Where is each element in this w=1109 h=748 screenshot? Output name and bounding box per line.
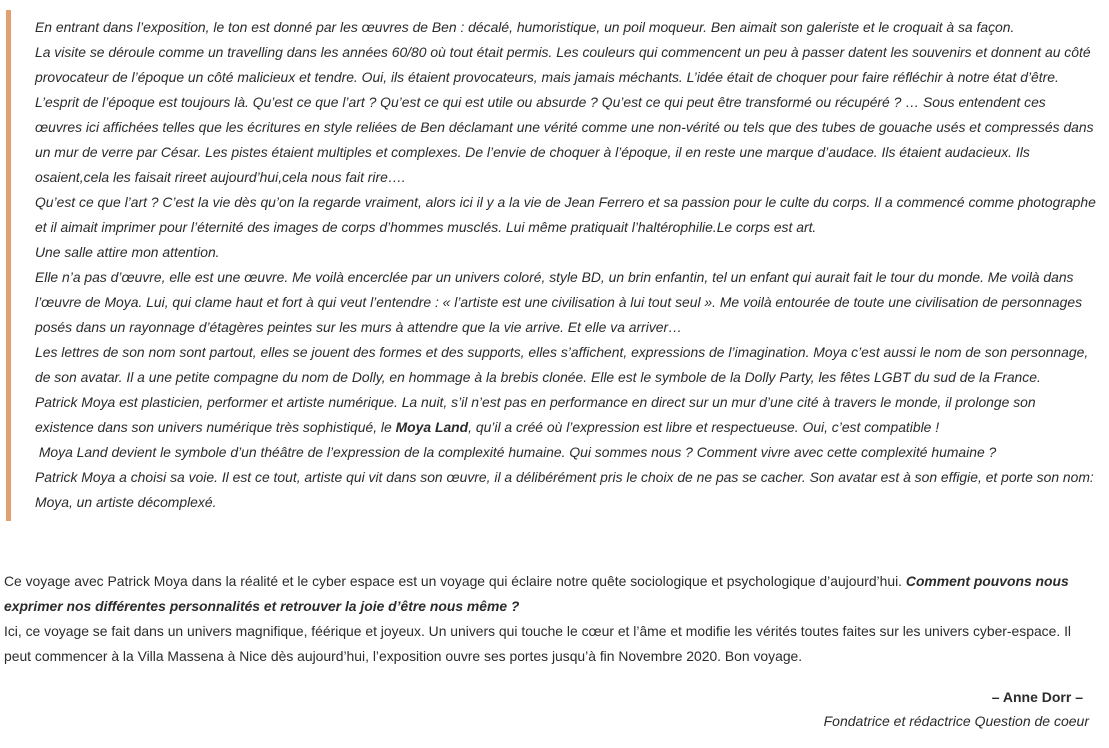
author-role: Fondatrice et rédactrice Question de coeur [823, 713, 1089, 729]
author-name: – Anne Dorr – [991, 689, 1083, 705]
quote-paragraph: Qu’est ce que l’art ? C’est la vie dès qu’on la regarde vraiment, alors ici il y a la vie de Jean Ferrero et sa passion pour le culte du corps. Il a commencé comme photographe et il aimait imprimer pour l’éternité des images de corps d’hommes musclés. Lui même pratiquait l’haltérophilie.Le corps est art. [35, 194, 1096, 235]
body-paragraph [4, 569, 1094, 619]
blockquote [6, 10, 1096, 521]
quote-paragraph: Moya Land devient le symbole d’un théâtre de l’expression de la complexité humaine. Qui sommes nous ? Comment vivre avec cette complexité humaine ? [35, 444, 997, 460]
question-emphasis: Comment pouvons nous exprimer nos différentes personnalités et retrouver la joie d’être nous même ? [4, 573, 1069, 614]
quote-paragraph: Une salle attire mon attention. [35, 244, 220, 260]
quote-paragraph [35, 390, 1096, 440]
quote-paragraph: Patrick Moya a choisi sa voie. Il est ce tout, artiste qui vit dans son œuvre, il a délibérément pris le choix de ne pas se cacher. Son avatar est à son effigie, et porte son nom: Moya, un artiste décomplexé. [35, 469, 1094, 510]
quote-paragraph: Elle n’a pas d’œuvre, elle est une œuvre. Me voilà encerclée par un univers coloré, style BD, un brin enfantin, tel un enfant qui aurait fait le tour du monde. Me voilà dans l’œuvre de Moya. Lui, qui clame haut et fort à qui veut l’entendre : « l’artiste est une civilisation à lui tout seul ». Me voilà entourée de toute une civilisation de personnages posés dans un rayonnage d’étagères peintes sur les murs à attendre que la vie arrive. Et elle va arriver… [35, 269, 1083, 335]
moya-land-emphasis: Moya Land [395, 419, 469, 435]
quote-paragraph: La visite se déroule comme un travelling dans les années 60/80 où tout était permis. Les couleurs qui commencent un peu à passer datent les souvenirs et donnent au côté provocateur de l’époque un côté malicieux et tendre. Oui, ils étaient provocateurs, mais jamais méchants. L’idée était de choquer pour faire réfléchir à notre état d’être. L’esprit de l’époque est toujours là. Qu’est ce que l’art ? Qu’est ce qui est utile ou absurde ? Qu’est ce qui peut être transformé ou récupéré ? … Sous entendent ces œuvres ici affichées telles que les écritures en style reliées de Ben déclamant une vérité comme une non-vérité ou tels que des tubes de gouache usés et compressés dans un mur de verre par César. Les pistes étaient multiples et complexes. De l’envie de choquer à l’époque, il en reste une marque d’audace. Ils étaient audacieux. Ils osaient,cela les faisait rireet aujourd’hui,cela nous fait rire…. [35, 44, 1094, 185]
quote-paragraph: En entrant dans l’exposition, le ton est donné par les œuvres de Ben : décalé, humoristique, un poil moqueur. Ben aimait son galeriste et le croquait à sa façon. [35, 19, 1015, 35]
quote-text: , qu’il a créé où l’expression est libre et respectueuse. Oui, c’est compatible ! [468, 419, 940, 435]
body-text: Ce voyage avec Patrick Moya dans la réalité et le cyber espace est un voyage qui éclaire notre quête sociologique et psychologique d’aujourd’hui. [4, 573, 906, 589]
article-body [4, 569, 1094, 669]
author-signature [824, 685, 1089, 733]
quote-text: Patrick Moya est plasticien, performer et artiste numérique. La nuit, s’il n’est pas en performance en direct sur un mur d’une cité à travers le monde, il prolonge son existence dans son univers numérique très sophistiqué, le [35, 394, 1036, 435]
quote-paragraph: Les lettres de son nom sont partout, elles se jouent des formes et des supports, elles s’affichent, expressions de l’imagination. Moya c’est aussi le nom de son personnage, de son avatar. Il a une petite compagne du nom de Dolly, en hommage à la brebis clonée. Elle est le symbole de la Dolly Party, les fêtes LGBT du sud de la France. [35, 344, 1089, 385]
body-paragraph: Ici, ce voyage se fait dans un univers magnifique, féérique et joyeux. Un univers qui touche le cœur et l’âme et modifie les vérités toutes faites sur les univers cyber-espace. Il peut commencer à la Villa Massena à Nice dès aujourd’hui, l’exposition ouvre ses portes jusqu’à fin Novembre 2020. Bon voyage. [4, 623, 1072, 664]
